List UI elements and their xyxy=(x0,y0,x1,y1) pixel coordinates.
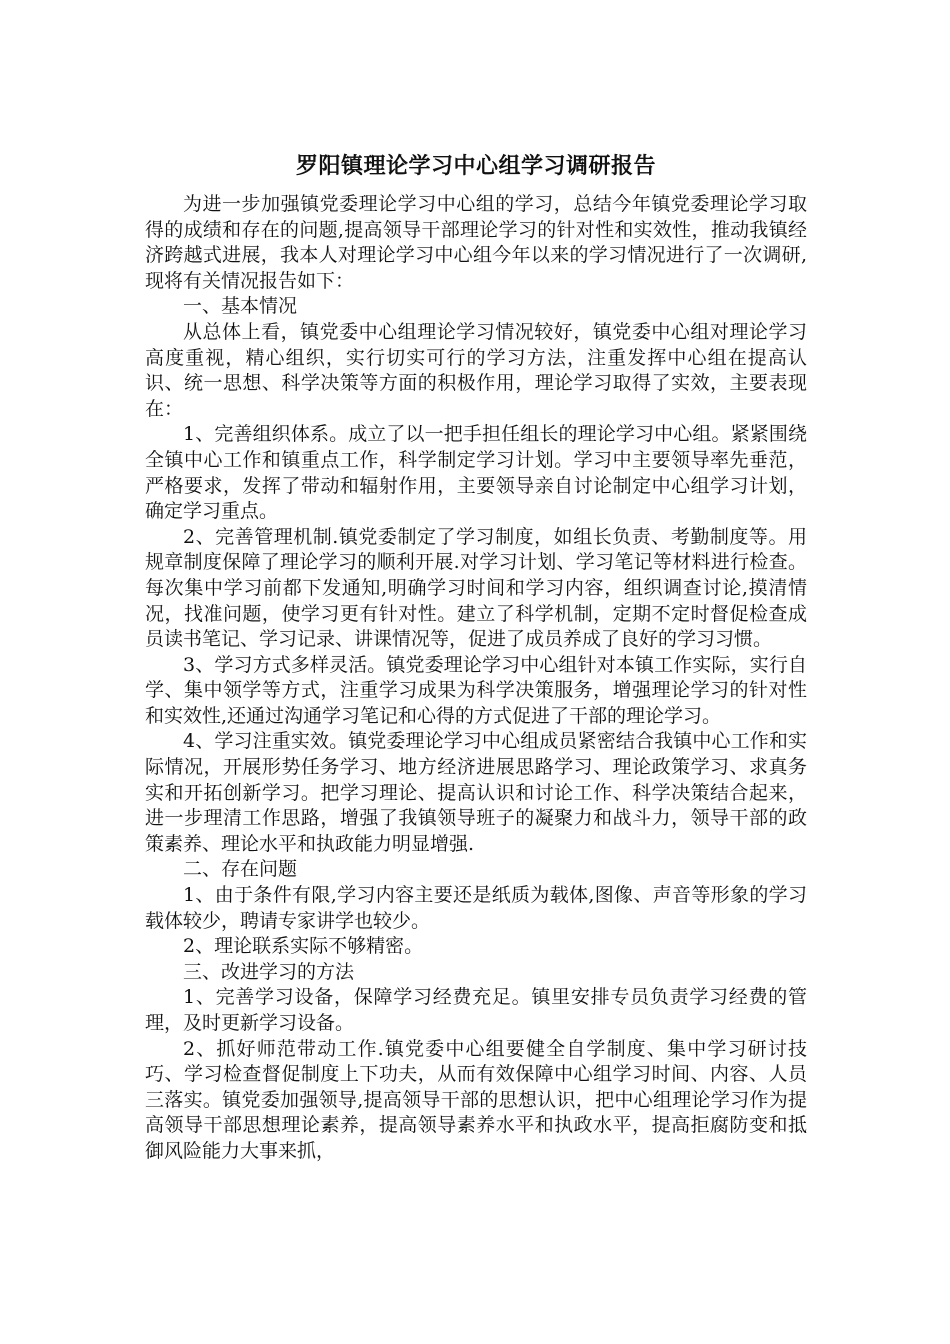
section-heading-problems: 二、存在问题 xyxy=(183,858,298,881)
improvement-item-1: 1、完善学习设备，保障学习经费充足。镇里安排专员负责学习经费的管理，及时更新学习设备。 xyxy=(145,986,807,1034)
item-learning-methods: 3、学习方式多样灵活。镇党委理论学习中心组针对本镇工作实际，实行自学、集中领学等方式，注重学习成果为科学决策服务，增强理论学习的针对性和实效性,还通过沟通学习笔记和心得的方式促进了干部的理论学习。 xyxy=(145,653,807,727)
section-heading-basic-situation: 一、基本情况 xyxy=(183,295,298,318)
problem-item-2: 2、理论联系实际不够精密。 xyxy=(183,935,424,958)
intro-paragraph: 为进一步加强镇党委理论学习中心组的学习，总结今年镇党委理论学习取得的成绩和存在的问题,提高领导干部理论学习的针对性和实效性，推动我镇经济跨越式进展，我本人对理论学习中心组今年以来的学习情况进行了一次调研,现将有关情况报告如下： xyxy=(145,193,807,292)
item-practical-results: 4、学习注重实效。镇党委理论学习中心组成员紧密结合我镇中心工作和实际情况，开展形势任务学习、地方经济进展思路学习、理论政策学习、求真务实和开拓创新学习。把学习理论、提高认识和讨论工作、科学决策结合起来，进一步理清工作思路，增强了我镇领导班子的凝聚力和战斗力，领导干部的政策素养、理论水平和执政能力明显增强. xyxy=(145,730,807,855)
overview-paragraph: 从总体上看，镇党委中心组理论学习情况较好，镇党委中心组对理论学习高度重视，精心组织，实行切实可行的学习方法，注重发挥中心组在提高认识、统一思想、科学决策等方面的积极作用，理论学习取得了实效，主要表现在： xyxy=(145,320,807,420)
improvement-item-2: 2、抓好师范带动工作.镇党委中心组要健全自学制度、集中学习研讨技巧、学习检查督促制度上下功夫，从而有效保障中心组学习时间、内容、人员三落实。镇党委加强领导,提高领导干部的思想认识，把中心组理论学习作为提高领导干部思想理论素养，提高领导素养水平和执政水平，提高拒腐防变和抵御风险能力大事来抓， xyxy=(145,1037,807,1162)
section-heading-improvements: 三、改进学习的方法 xyxy=(183,960,355,983)
problem-item-1: 1、由于条件有限,学习内容主要还是纸质为载体,图像、声音等形象的学习载体较少，聘请专家讲学也较少。 xyxy=(145,884,807,932)
item-management-mechanism: 2、完善管理机制.镇党委制定了学习制度，如组长负责、考勤制度等。用规章制度保障了理论学习的顺利开展.对学习计划、学习笔记等材料进行检查。每次集中学习前都下发通知,明确学习时间和学习内容，组织调查讨论,摸清情况，找准问题，使学习更有针对性。建立了科学机制，定期不定时督促检查成员读书笔记、学习记录、讲课情况等，促进了成员养成了良好的学习习惯。 xyxy=(145,525,807,651)
item-organization-system: 1、完善组织体系。成立了以一把手担任组长的理论学习中心组。紧紧围绕全镇中心工作和镇重点工作，科学制定学习计划。学习中主要领导率先垂范，严格要求，发挥了带动和辐射作用，主要领导亲自讨论制定中心组学习计划，确定学习重点。 xyxy=(145,423,807,523)
document-page xyxy=(145,148,807,1165)
document-title: 罗阳镇理论学习中心组学习调研报告 xyxy=(295,153,656,179)
